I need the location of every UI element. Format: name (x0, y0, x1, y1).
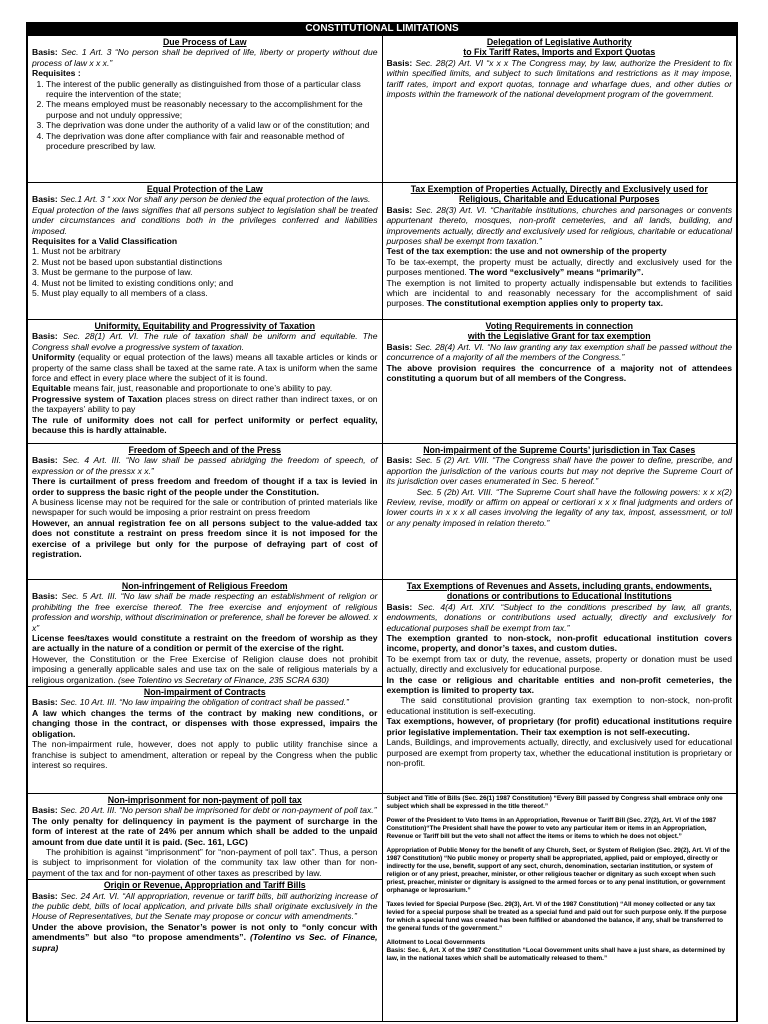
section-heading: Non-infringement of Religious Freedom (121, 581, 288, 591)
list-item: 1. Must not be arbitrary (32, 246, 121, 257)
section-due-process: Due Process of Law Basis: Sec. 1 Art. 3 “No person shall be deprived of life, liberty or property without due process of law x x x.” Requisites : 1. The interest of the public generally as distinguished from those of a particular class require the intervention of the state; 2. The means employed must be reasonably necessary to the accomplishment for the purpose and not unduly oppressive; 3. The deprivation was done under the authority of a valid law or of the constitution; and 4. The deprivation was done after compliance with fair and reasonable method of procedure prescribed by law. (28, 36, 383, 183)
list-item: 4. The deprivation was done after compliance with fair and reasonable method of procedure prescribed by law. (46, 131, 378, 152)
note-item: Taxes levied for Special Purpose (Sec. 29(3), Art. VI of the 1987 Constitution) “All money collected or any tax levied for a special purpose shall be treated as a special fund and paid out for such purpose only. If the purpose for which a special fund was created has been fulfilled or abandoned the balance, if any, shall be transferred to the general funds of the government.” (386, 901, 727, 932)
section-heading: Uniformity, Equitability and Progressivity of Taxation (94, 321, 316, 331)
section-supreme-court: Non-impairment of the Supreme Courts’ jurisdiction in Tax Cases Basis: Sec. 5 (2) Art. VIII. “The Congress shall have the power to define, prescribe, and apportion the jurisdiction of the various courts but may not deprive the Supreme Court of its jurisdiction over cases enumerated in Sec. 5 hereof.” Sec. 5 (2b) Art. VIII. “The Supreme Court shall have the following powers: x x x(2) Review, revise, modify or affirm on appeal or certiorari x x x final judgments and orders of lower courts in x x x all cases involving the legality of any tax, impost, assessment, or toll or any penalty imposed in relation thereto.” (382, 444, 737, 580)
section-tax-exemption: Tax Exemption of Properties Actually, Directly and Exclusively used for Religious, Charitable and Educational Purposes Basis: Sec. 28(3) Art. VI. “Charitable institutions, churches and parsonages or convents appurtenant thereto, mosques, non-profit cemeteries, and all lands, building, and improvements actually, directly and exclusively used for religious, charitable or educational purposes shall be exempt from taxation.” Test of the tax exemption: the use and not ownership of the property To be tax-exempt, the property must be actually, directly and exclusively used for the purposes mentioned. The word “exclusively” means “primarily”. The exemption is not limited to property actually indispensable but extends to facilities which are incidental to and reasonably necessary for the accomplishment of said purposes. The constitutional exemption applies only to property tax. (382, 183, 737, 320)
list-item: 5. Must play equally to all members of a class. (32, 288, 208, 299)
section-uniformity: Uniformity, Equitability and Progressivity of Taxation Basis: Sec. 28(1) Art. VI. The rule of taxation shall be uniform and equitable. The Congress shall evolve a progressive system of taxation. Uniformity (equality or equal protection of the laws) means all taxable articles or kinds or property of the same class shall be taxed at the same rate. A tax is uniform when the same force and effect in every place where the subject of it is found. Equitable means fair, just, reasonable and proportionate to one’s ability to pay. Progressive system of Taxation places stress on direct rather than indirect taxes, or on the taxpayers’ ability to pay The rule of uniformity does not call for perfect uniformity or perfect equality, because this is hardly attainable. (28, 320, 383, 444)
section-heading: Equal Protection of the Law (146, 184, 263, 194)
list-item: 3. The deprivation was done under the authority of a valid law or of the constitution; and (46, 120, 378, 130)
section-freedom-of-speech: Freedom of Speech and of the Press Basis: Sec. 4 Art. III. “No law shall be passed abridging the freedom of speech, of expression or of the pressx x x.” There is curtailment of press freedom and freedom of thought if a tax is levied in order to suppress the basic right of the people under the Constitution. A business license may not be required for the sale or contribution of printed materials like newspaper for such would be imposing a prior restraint on press freedom However, an annual registration fee on all persons subject to the value-added tax does not constitute a restraint on press freedom since it is not imposed for the exercise of a privilege but only for the purpose of defraying part of cost of registration. (28, 444, 383, 580)
section-voting: Voting Requirements in connection with the Legislative Grant for tax exemption Basis: Sec. 28(4) Art. VI. “No law granting any tax exemption shall be passed without the concurrence of a majority of all the members of the Congress.” The above provision requires the concurrence of a majority not of attendees constituting a quorum but of all members of the Congress. (382, 320, 737, 444)
section-heading: Due Process of Law (162, 37, 247, 47)
note-item: Allotment to Local Governments (386, 939, 486, 946)
list-item: 2. The means employed must be reasonably necessary to the accomplishment for the purpose and not unduly oppressive; (46, 99, 378, 120)
section-notes (382, 794, 737, 1022)
list-item: 1. The interest of the public generally as distinguished from those of a particular class require the intervention of the state; (46, 79, 378, 100)
section-delegation: Delegation of Legislative Authority to Fix Tariff Rates, Imports and Export Quotas Basis: Sec. 28(2) Art. VI “x x x The Congress may, by law, authorize the President to fix within specified limits, and subject to such limitations and restrictions as it may impose, tariff rates, import and export quotas, tonnage and wharfage dues, and other duties or imposts within the framework of the national development program of the government. (382, 36, 737, 183)
section-heading: Tax Exemptions of Revenues and Assets, including grants, endowments, (406, 581, 712, 591)
section-heading: Non-imprisonment for non-payment of poll tax (107, 795, 302, 805)
section-equal-protection: Equal Protection of the Law Basis: Sec.1 Art. 3 “ xxx Nor shall any person be denied the equal protection of the laws. Equal protection of the laws signifies that all persons subject to legislation shall be treated under circumstances and conditions both in the privileges conferred and liabilities imposed. Requisites for a Valid Classification 1. Must not be arbitrary 2. Must not be based upon substantial distinctions 3. Must be germane to the purpose of law. 4. Must not be limited to existing conditions only; and 5. Must play equally to all members of a class. (28, 183, 383, 320)
list-item: 2. Must not be based upon substantial distinctions (32, 256, 223, 267)
note-item: Subject and Title of Bills (Sec. 26(1) 1987 Constitution) “Every Bill passed by Congress shall embrace only one subject which shall be expressed in the title thereof.” (386, 795, 723, 810)
document-title: CONSTITUTIONAL LIMITATIONS (27, 23, 737, 35)
section-heading: Non-impairment of the Supreme Courts’ jurisdiction in Tax Cases (423, 445, 696, 455)
section-poll-tax-and-origin: Non-imprisonment for non-payment of poll tax Basis: Sec. 20 Art. III. “No person shall be imprisoned for debt or non-payment of poll tax.” The only penalty for delinquency in payment is the payment of surcharge in the form of interest at the rate of 24% per annum which shall be added to the unpaid amount from due date until it is paid. (Sec. 161, LGC) The prohibition is against “imprisonment” for “non-payment of poll tax”. Thus, a person is subject to imprisonment for violation of the community tax law other than for non-payment of the tax and for non-payment of other taxes as prescribed by law. Origin or Revenue, Appropriation and Tariff Bills Basis: Sec. 24 Art. VI. “All appropriation, revenue or tariff bills, bill authorizing increase of the public debt, bills of local application, and private bills shall originate exclusively in the House of Representatives, but the Senate may propose or concur with amendments.” Under the above provision, the Senator’s power is not only to “only concur with amendments” but also “to propose amendments”. (Tolentino vs Sec. of Finance, supra) (28, 794, 383, 1022)
section-heading: Non-impairment of Contracts (28, 686, 382, 697)
section-heading: Delegation of Legislative Authority (486, 37, 632, 47)
limitations-table (27, 35, 737, 1022)
document-page (26, 22, 738, 1022)
list-item: 4. Must not be limited to existing conditions only; and (32, 277, 234, 288)
section-religious-freedom: Non-infringement of Religious Freedom Basis: Sec. 5 Art. III. “No law shall be made respecting an establishment of religion or prohibiting the free exercise thereof. The free exercise and enjoyment of religious profession and worship, without discrimination or preference, shall be forever be allowed. x x” License fees/taxes would constitute a restraint on the freedom of worship as they are actually in the nature of a condition or permit of the exercise of the right. However, the Constitution or the Free Exercise of Religion clause does not prohibit imposing a generally applicable sales and use tax on the sale of religious materials by a religious organization. (see Tolentino vs Secretary of Finance, 235 SCRA 630) Non-impairment of Contracts Basis: Sec. 10 Art. III. “No law impairing the obligation of contract shall be passed.” A law which changes the terms of the contract by making new conditions, or changing those in the contract, or dispenses with those expressed, impairs the obligation. The non-impairment rule, however, does not apply to public utility franchise since a franchise is subject to amendment, alteration or repeal by the Congress when the public interest so requires. (28, 580, 383, 794)
list-item: 3. Must be germane to the purpose of law. (32, 267, 193, 278)
section-revenues-exemption: Tax Exemptions of Revenues and Assets, including grants, endowments, donations or contributions to Educational Institutions Basis: Sec. 4(4) Art. XIV. “Subject to the conditions prescribed by law, all grants, endowments, donations or contributions used actually, directly and exclusively for educational purposes shall be exempt from tax.” The exemption granted to non-stock, non-profit educational institution covers income, property, and donor’s taxes, and custom duties. To be exempt from tax or duty, the revenue, assets, property or donation must be used actually, directly and exclusively for educational purpose. In the case or religious and charitable entities and non-profit cemeteries, the exemption is limited to property tax. The said constitutional provision granting tax exemption to non-stock, non-profit educational institution is self-executing. Tax exemptions, however, of proprietary (for profit) educational institutions require prior legislative implementation. Their tax exemption is not self-executing. Lands, Buildings, and improvements actually, directly, and exclusively used for educational purposed are exempt from property tax, whether the educational institution is proprietary or non-profit. (382, 580, 737, 794)
section-heading: Freedom of Speech and of the Press (128, 445, 281, 455)
note-item: Appropriation of Public Money for the benefit of any Church, Sect, or System of Religion (Sec. 29(2), Art. VI of the 1987 Constitution) “No public money or property shall be appropriated, applied, paid or employed, directly or indirectly for the use, benefit, support of any sect, church, denomination, sectarian institution, or system of religion or of any priest, preacher, minister, or other religious teacher or dignitary as such except when such priest, preacher, minister or dignitary is assigned to the armed forces or to any penal institution, or government orphanage or leprosarium.” (386, 847, 730, 894)
note-item: Basis: Sec. 6, Art. X of the 1987 Constitution “Local Government units shall have a just share, as determined by law, in the national taxes which shall be automatically released to them.” (386, 947, 726, 962)
section-heading: Tax Exemption of Properties Actually, Directly and Exclusively used for (410, 184, 708, 194)
requisites-list (32, 79, 378, 152)
section-heading: Origin or Revenue, Appropriation and Tariff Bills (28, 879, 382, 890)
note-item: Power of the President to Veto Items in an Appropriation, Revenue or Tariff Bill (Sec. 27(2), Art. VI of the 1987 Constitution)“The President shall have the power to veto any particular item or items in an Appropriation, Revenue or Tariff bill but the veto shall not affect the items or items to which he does not object.” (386, 817, 717, 840)
section-heading: Voting Requirements in connection (485, 321, 633, 331)
